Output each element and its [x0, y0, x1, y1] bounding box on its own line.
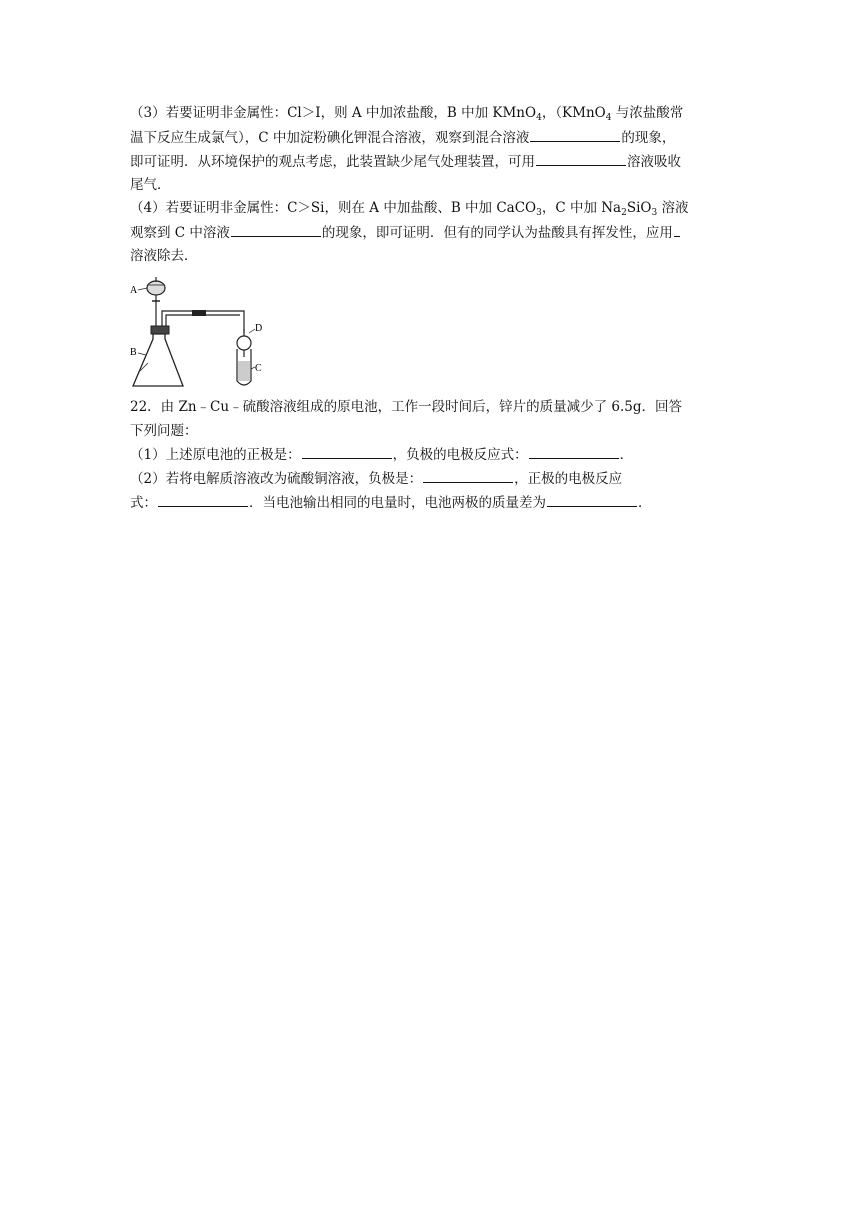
text: 式： — [130, 495, 157, 511]
text: ． — [638, 495, 652, 511]
subscript: 3 — [536, 208, 542, 218]
answer-blank[interactable] — [423, 468, 513, 483]
answer-blank[interactable] — [530, 127, 620, 142]
q22-line-4 — [130, 468, 730, 489]
q21-4-line-3 — [130, 246, 730, 266]
label-d: D — [255, 323, 263, 334]
text: 下列问题： — [130, 423, 198, 439]
q22-line-2 — [130, 421, 730, 441]
text: 溶液除去． — [130, 248, 198, 264]
text: 的现象， — [621, 130, 676, 146]
text: ，正极的电极反应 — [514, 471, 623, 487]
text: 22．由 Zn﹣Cu﹣硫酸溶液组成的原电池，工作一段时间后，锌片的质量减少了 6.5g．回答 — [130, 399, 682, 415]
answer-blank[interactable] — [231, 222, 321, 237]
answer-blank[interactable] — [536, 151, 626, 166]
stopper — [151, 326, 169, 334]
text: ，负极的电极反应式： — [392, 447, 528, 463]
q22-line-1 — [130, 397, 730, 417]
q22-line-3 — [130, 444, 730, 465]
label-c: C — [255, 363, 262, 374]
q22-line-5 — [130, 492, 730, 513]
subscript: 3 — [651, 208, 658, 218]
text: ．当电池输出相同的电量时，电池两极的质量差为 — [249, 495, 546, 511]
text: ，（KMnO — [541, 105, 606, 121]
q21-4-line-2 — [130, 222, 730, 243]
q21-3-line-2 — [130, 127, 730, 148]
text: ． — [619, 447, 634, 463]
text: ，C 中加 Na — [541, 200, 622, 216]
drying-bulb — [237, 336, 251, 350]
label-a: A — [130, 285, 138, 296]
text: 温下反应生成氯气），C 中加淀粉碘化钾混合溶液，观察到混合溶液 — [130, 130, 530, 146]
answer-blank[interactable] — [674, 222, 680, 237]
conical-flask — [133, 334, 183, 386]
apparatus-figure — [128, 271, 263, 391]
subscript: 4 — [605, 113, 612, 123]
answer-blank[interactable] — [529, 444, 619, 459]
text: 溶液吸收 — [627, 154, 681, 170]
text: （1）上述原电池的正极是： — [130, 447, 301, 463]
text: （3）若要证明非金属性：Cl＞I，则 A 中加浓盐酸，B 中加 KMnO — [130, 105, 537, 121]
subscript: 2 — [621, 208, 627, 218]
answer-blank[interactable] — [302, 444, 392, 459]
text: 的现象，即可证明．但有的同学认为盐酸具有挥发性，应用 — [321, 225, 673, 241]
funnel-bulb — [147, 281, 165, 295]
subscript: 4 — [536, 113, 542, 123]
answer-blank[interactable] — [158, 492, 248, 507]
text: 溶液 — [657, 200, 689, 216]
q21-3-line-4 — [130, 175, 730, 195]
text: SiO — [626, 200, 652, 216]
text: （2）若将电解质溶液改为硫酸铜溶液，负极是： — [130, 471, 423, 487]
test-tube-liquid — [238, 361, 250, 381]
text: 观察到 C 中溶液 — [130, 225, 230, 241]
text: 尾气． — [130, 177, 171, 193]
text: 即可证明．从环境保护的观点考虑，此装置缺少尾气处理装置，可用 — [130, 154, 535, 170]
text: 与浓盐酸常 — [611, 105, 684, 121]
label-b: B — [130, 347, 137, 358]
q21-4-line-1 — [130, 198, 730, 218]
q21-3-line-1 — [130, 103, 730, 123]
answer-blank[interactable] — [547, 492, 637, 507]
text: （4）若要证明非金属性：C＞Si，则在 A 中加盐酸、B 中加 CaCO — [130, 200, 537, 216]
q21-3-line-3 — [130, 151, 730, 172]
tube-connector — [192, 310, 206, 316]
